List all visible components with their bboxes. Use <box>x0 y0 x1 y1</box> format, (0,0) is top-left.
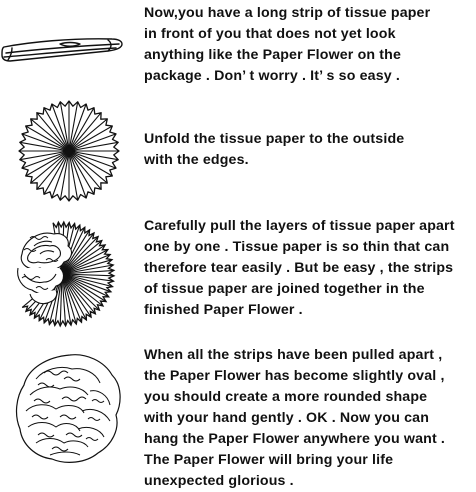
partly-fluffed-flower-icon <box>10 216 125 331</box>
step-4-line-2: the Paper Flower has become slightly oval , <box>144 368 445 384</box>
step-4-line-3: you should create a more rounded shape <box>144 389 428 405</box>
step-2-line-2: with the edges. <box>144 152 249 168</box>
step-3-line-4: of tissue paper are joined together in the <box>144 281 425 297</box>
step-4-line-1: When all the strips have been pulled apart , <box>144 347 443 363</box>
step-1-line-4: package . Don’ t worry . It’ s so easy . <box>144 68 400 84</box>
step-1-line-3: anything like the Paper Flower on the <box>144 47 402 63</box>
full-paper-flower-icon <box>14 349 126 467</box>
step-3-line-5: finished Paper Flower . <box>144 302 303 318</box>
step-3 <box>0 210 476 345</box>
folded-paper-strip-icon <box>0 30 125 70</box>
step-2-line-1: Unfold the tissue paper to the outside <box>144 131 405 147</box>
step-4-line-4: with your hand gently . OK . Now you can <box>144 410 430 426</box>
step-3-line-3: therefore tear easily . But be easy , the strips <box>144 260 454 276</box>
step-2 <box>0 96 476 206</box>
step-1-line-1: Now,you have a long strip of tissue paper <box>144 5 431 21</box>
step-4 <box>0 345 476 488</box>
step-4-line-5: hang the Paper Flower anywhere you want . <box>144 431 445 447</box>
step-3-line-2: one by one . Tissue paper is so thin that can <box>144 239 450 255</box>
fan-disc-icon <box>14 96 124 206</box>
step-1-line-2: in front of you that does not yet look <box>144 26 396 42</box>
step-4-line-7: unexpected glorious . <box>144 473 294 489</box>
step-1 <box>0 0 476 96</box>
step-4-line-6: The Paper Flower will bring your life <box>144 452 394 468</box>
step-3-line-1: Carefully pull the layers of tissue paper apart <box>144 218 455 234</box>
